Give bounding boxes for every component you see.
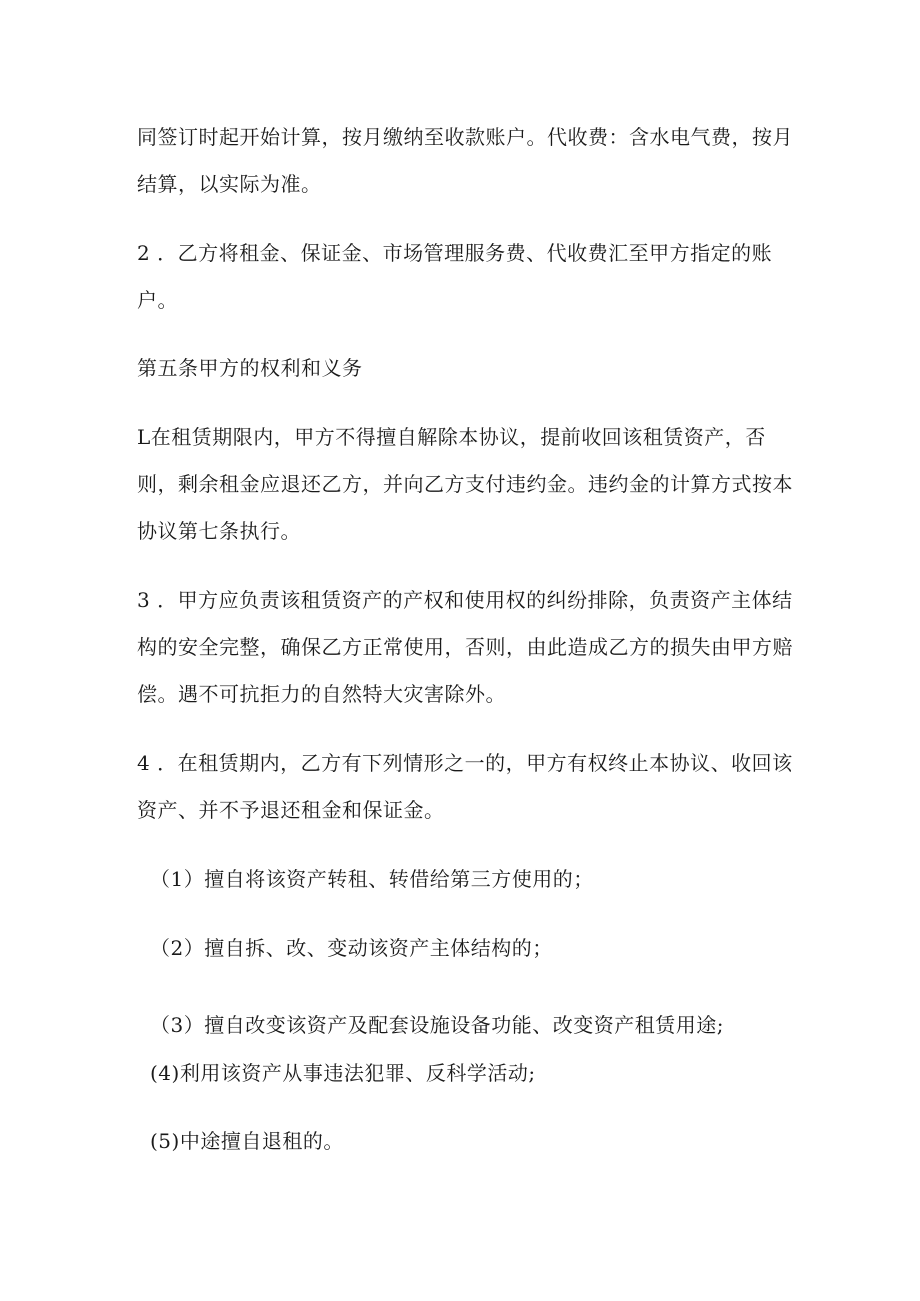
list-item: （3）擅自改变该资产及配套设施设备功能、改变资产租赁用途;	[150, 1013, 724, 1037]
paragraph-line: 3 ．甲方应负责该租赁资产的产权和使用权的纠纷排除，负责资产主体结	[137, 588, 793, 612]
list-item: (4)利用该资产从事违法犯罪、反科学活动;	[150, 1061, 536, 1085]
paragraph-line: 结算，以实际为准。	[137, 172, 322, 196]
list-item: （1）擅自将该资产转租、转借给第三方使用的；	[150, 867, 594, 891]
paragraph-line: 同签订时起开始计算，按月缴纳至收款账户。代收费：含水电气费，按月	[137, 125, 793, 149]
paragraph-line: 协议第七条执行。	[137, 519, 301, 543]
paragraph-line: 户。	[137, 288, 178, 312]
section-heading: 第五条甲方的权利和义务	[137, 356, 363, 380]
paragraph-line: 构的安全完整，确保乙方正常使用，否则，由此造成乙方的损失由甲方赔	[137, 635, 793, 659]
paragraph-line: 偿。遇不可抗拒力的自然特大灾害除外。	[137, 682, 506, 706]
paragraph-line: 则，剩余租金应退还乙方，并向乙方支付违约金。违约金的计算方式按本	[137, 472, 793, 496]
list-item: （2）擅自拆、改、变动该资产主体结构的；	[150, 936, 553, 960]
list-item: (5)中途擅自退租的。	[150, 1129, 344, 1153]
paragraph-line: 资产、并不予退还租金和保证金。	[137, 798, 445, 822]
paragraph-line: L在租赁期限内，甲方不得擅自解除本协议，提前收回该租赁资产，否	[137, 425, 766, 449]
paragraph-line: 4 ．在租赁期内，乙方有下列情形之一的，甲方有权终止本协议、收回该	[137, 751, 793, 775]
paragraph-line: 2 ．乙方将租金、保证金、市场管理服务费、代收费汇至甲方指定的账	[137, 241, 773, 265]
